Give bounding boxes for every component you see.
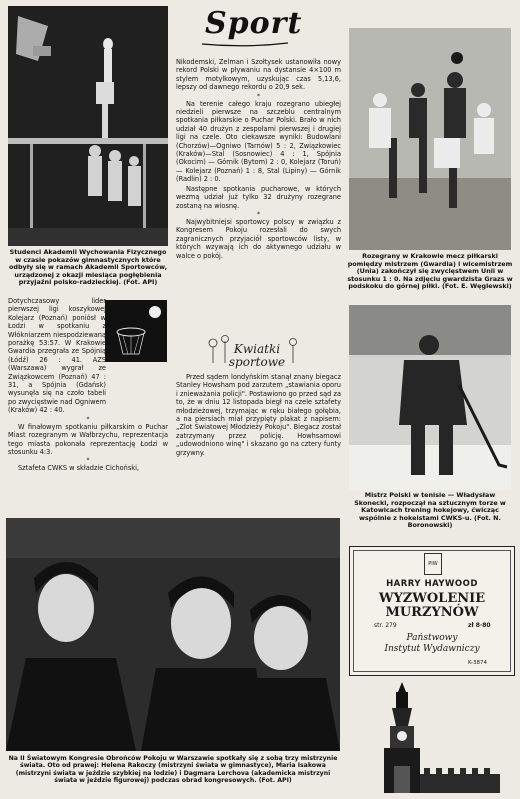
football-illustration [349,28,511,250]
hockey-illustration [349,305,511,490]
ad-code: K-3874 [468,660,488,666]
gymnasts-illustration [8,6,168,246]
ad-publisher-line1: Państwowy [406,633,458,643]
separator-star: * [86,457,90,465]
article-left [8,297,168,474]
paragraph: W finałowym spotkaniu piłkarskim o Puchar Miast rozegranym w Wałbrzychu, reprezentacja tego miasta pokonała reprezentację Łodzi w stosunku 4:3. [8,422,168,456]
caption-football: Rozegrany w Krakowie mecz piłkarski pomiędzy mistrzem (Gwardia) i wicemistrzem (Unia) zakończył się zwycięstwem Unii w stosunku 1 : 0. Na zdjęciu gwardzista Grazs w podskoku do górnej piłki. (Fot. E. Węglewski) [347,252,513,291]
article-middle-bottom [176,373,341,458]
paragraph: Dotychczasowy lider pierwszej ligi koszykowej Kolejarz (Poznań) poniósł w Łodzi w spotkaniu z Włókniarzem niespodziewaną porażkę 53:57. W Krakowie Gwardia przegrała ze Spójnią (Łódź) 26 : 41. AZS (Warszawa) wygrał ze Związkowcem (Poznań) 47 : 31, a Spójnia (Gdańsk) wysunęła się na czoło tabeli po zwycięstwie nad Ogniwem (Kraków) 42 : 40. [8,297,106,415]
separator-star: * [86,415,90,423]
ad-price: zł 8·80 [468,622,491,629]
photo-women [6,518,340,751]
ad-pages: str. 279 [374,622,397,629]
kremlin-tower-icon [362,678,502,793]
section-heading-text: Kwiatki sportowe [228,342,286,369]
separator-star: * [257,210,260,218]
book-advertisement [349,546,515,676]
publisher-logo-icon: PIW [424,553,442,575]
separator-star: * [257,92,260,100]
photo-hockey [349,305,511,490]
caption-women: Na II Światowym Kongresie Obrońców Pokoju w Warszawie spotkały się z sobą trzy mistrzynie świata. Oto od prawej: Helena Rakoczy (mistrzyni świata w gimnastyce), Maria Isakowa (mistrzyni świata w jeździe szybkiej na lodzie) i Dagmara Lerchova (akademicka mistrzyni świata w jeździe figurowej) podczas obrad kongresowych. (Fot. API) [8,755,338,784]
caption-gymnasts: Studenci Akademii Wychowania Fizycznego w czasie pokazów gimnastycznych które odbyły się w ramach Akademii Sportowców, urządzonej z okazji miesiąca pogłębienia przyjaźni polsko-radzieckiej. (Fot. API) [9,248,167,287]
ad-publisher-line2: Instytut Wydawniczy [384,644,480,654]
title-underline [200,40,290,48]
paragraph: Następne spotkania pucharowe, w których wezmą udział już tylko 32 drużyny rozegrane zostaną na wiosnę. [176,184,341,210]
paragraph: Sztafeta CWKS w składzie Cichoński, [18,464,140,473]
kremlin-tower-illustration [362,678,502,793]
ad-title-line2: MURZYNÓW [385,605,479,620]
section-heading-kwiatki [205,333,305,371]
article-middle-top [176,58,341,261]
photo-football [349,28,511,250]
ad-author: HARRY HAYWOOD [386,579,478,589]
page-title: Sport [205,6,303,41]
paragraph: Przed sądem londyńskim stanął znany biegacz Stanley Howsham pod zarzutem „stawiania oporu i znieważania policji". Postawiono go przed sąd za to, że w dniu 12 listopada biegł na czele sztafety młodzieżowej, trzymając w ręku białego gołębia, a na piersiach miał przypięty plakat z napisem: „Zlot Światowej Młodzieży Pokoju". Biegacz został zatrzymany przez policję. Howhsamowi „udowodniono winę" i skazano go na cztery funty grzywny. [176,373,341,457]
caption-hockey: Mistrz Polski w tenisie — Władysław Skonecki, rozpoczął na sztucznym torze w Katowicach trening hokejowy, ćwicząc wspólnie z hokeistami CWKS-u. (Fot. N. Boronowski) [354,491,506,530]
ad-title-line1: WYZWOLENIE [378,591,486,606]
photo-gymnasts [8,6,168,246]
paragraph: Najwybitniejsi sportowcy polscy w związku z Kongresem Pokoju rozesłali do swych zagranicznych przyjaciół sportowców listy, w których wzywają ich do aktywnego udziału w walce o pokój. [176,217,341,260]
women-illustration [6,518,340,751]
paragraph: Nikodemski, Zelman i Szołtysek ustanowiła nowy rekord Polski w pływaniu na dystansie 4×100 m stylem motylkowym, uzyskując czas 5,13,6, lepszy od dawnego rekordu o 20,9 sek. [176,58,341,92]
paragraph: Na terenie całego kraju rozegrano ubiegłej niedzieli pierwsze na szczeblu centralnym spotkania piłkarskie o Puchar Polski. Brało w nich udział 40 drużyn z zespołami pierwszej i drugiej ligi na czele. Oto ciekawsze wyniki: Budowlani (Chorzów)—Ogniwo (Tarnów) 5 : 2, Związkowiec (Kraków)—Stal (Sosnowiec) 4 : 1, Spójnia (Okocim) — Górnik (Bytom) 2 : 0, Kolejarz (Toruń) — Kolejarz (Poznań) 1 : 8, Stal (Lipiny) — Górnik (Radlin) 2 : 0. [176,99,341,184]
